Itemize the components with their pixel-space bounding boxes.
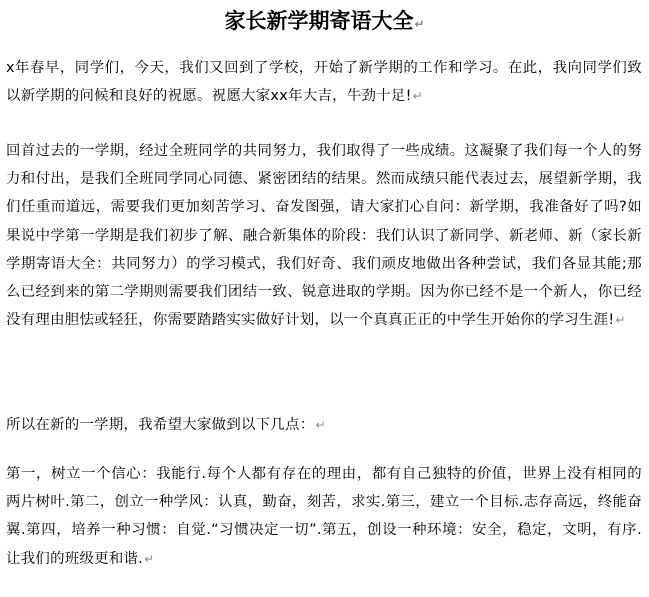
paragraph-mark-icon: ↵ — [615, 313, 626, 328]
paragraph-mark-icon: ↵ — [412, 89, 424, 104]
paragraph-review — [6, 137, 642, 334]
paragraph-greeting — [6, 54, 642, 110]
title-text: 家长新学期寄语大全 — [224, 9, 414, 33]
paragraph-mark-icon: ↵ — [144, 551, 155, 566]
paragraph-text: x年春早，同学们，今天，我们又回到了学校，开始了新学期的工作和学习。在此，我向同学们致以新学期的问候和良好的祝愿。祝愿大家xx年大吉，牛劲十足! — [6, 60, 642, 105]
paragraph-text: 所以在新的一学期，我希望大家做到以下几点： — [6, 417, 315, 433]
paragraph-text: 回首过去的一学期，经过全班同学的共同努力，我们取得了一些成绩。这凝聚了我们每一个人的努力和付出，是我们全班同学同心同德、紧密团结的结果。然而成绩只能代表过去，展望新学期，我们任重而道远，需要我们更加刻苦学习、奋发图强，请大家扪心自问：新学期，我准备好了吗?如果说中学第一学期是我们初步了解、融合新集体的阶段：我们认识了新同学、新老师、新（家长新学期寄语大全：共同努力）的学习模式，我们好奇、我们顽皮地做出各种尝试，我们各显其能;那么已经到来的第二学期则需要我们团结一致、锐意进取的学期。因为你已经不是一个新人，你已经没有理由胆怯或轻狂，你需要踏踏实实做好计划，以一个真真正正的中学生开始你的学习生涯! — [6, 143, 642, 329]
document-title — [0, 6, 649, 39]
paragraph-points — [6, 460, 642, 573]
paragraph-intro-points — [6, 411, 642, 439]
paragraph-mark-icon: ↵ — [414, 17, 425, 31]
paragraph-text: 第一，树立一个信心：我能行.每个人都有存在的理由，都有自己独特的价值，世界上没有相同的两片树叶.第二，创立一种学风：认真，勤奋，刻苦，求实.第三，建立一个目标.志存高远，终能奋翼.第四，培养一种习惯：自觉.“习惯决定一切”.第五，创设一种环境：安全，稳定，文明，有序.让我们的班级更和谐. — [6, 466, 642, 567]
paragraph-mark-icon: ↵ — [315, 418, 326, 432]
